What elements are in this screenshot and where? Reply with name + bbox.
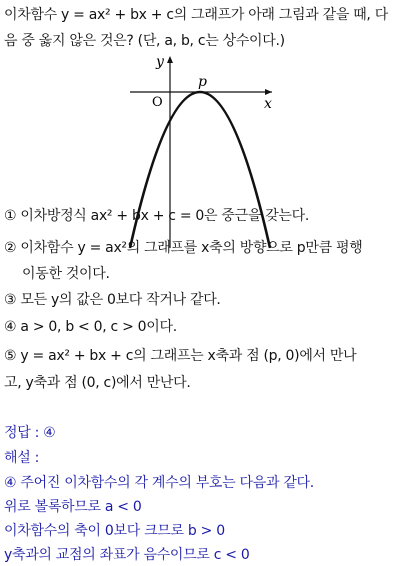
choice-2-line-1: ② 이차함수 y = ax²의 그래프를 x축의 방향으로 p만큼 평행 (4, 240, 363, 256)
choice-5-line-2: 고, y축과 점 (0, c)에서 만난다. (4, 375, 191, 391)
choice-1: ① 이차방정식 ax² + bx + c = 0은 중근을 갖는다. (4, 208, 310, 224)
y-axis-label: y (156, 54, 164, 70)
explanation-label: 해설 : (4, 450, 40, 466)
origin-label: O (152, 95, 163, 110)
choice-5-line-1: ⑤ y = ax² + bx + c의 그래프는 x축과 점 (p, 0)에서 만나 (4, 348, 357, 364)
vertex-label: p (198, 74, 207, 90)
choice-2-line-2: 이동한 것이다. (22, 266, 110, 282)
explanation-line-3: 이차함수의 축이 0보다 크므로 b > 0 (4, 523, 225, 539)
explanation-line-4: y축과의 교점의 좌표가 음수이므로 c < 0 (4, 547, 250, 563)
choice-4: ④ a > 0, b < 0, c > 0이다. (4, 319, 177, 335)
x-axis-label: x (264, 96, 272, 112)
y-axis-arrow (167, 56, 173, 63)
explanation-line-2: 위로 볼록하므로 a < 0 (4, 499, 142, 515)
question-line-2: 음 중 옳지 않은 것은? (단, a, b, c는 상수이다.) (4, 33, 285, 49)
answer-label: 정답 : ④ (4, 425, 56, 441)
explanation-line-1: ④ 주어진 이차함수의 각 계수의 부호는 다음과 같다. (4, 475, 314, 491)
choice-3: ③ 모든 y의 값은 0보다 작거나 같다. (4, 292, 221, 308)
x-axis-arrow (265, 89, 272, 95)
question-line-1: 이차함수 y = ax² + bx + c의 그래프가 아래 그림과 같을 때, 다 (4, 7, 388, 23)
